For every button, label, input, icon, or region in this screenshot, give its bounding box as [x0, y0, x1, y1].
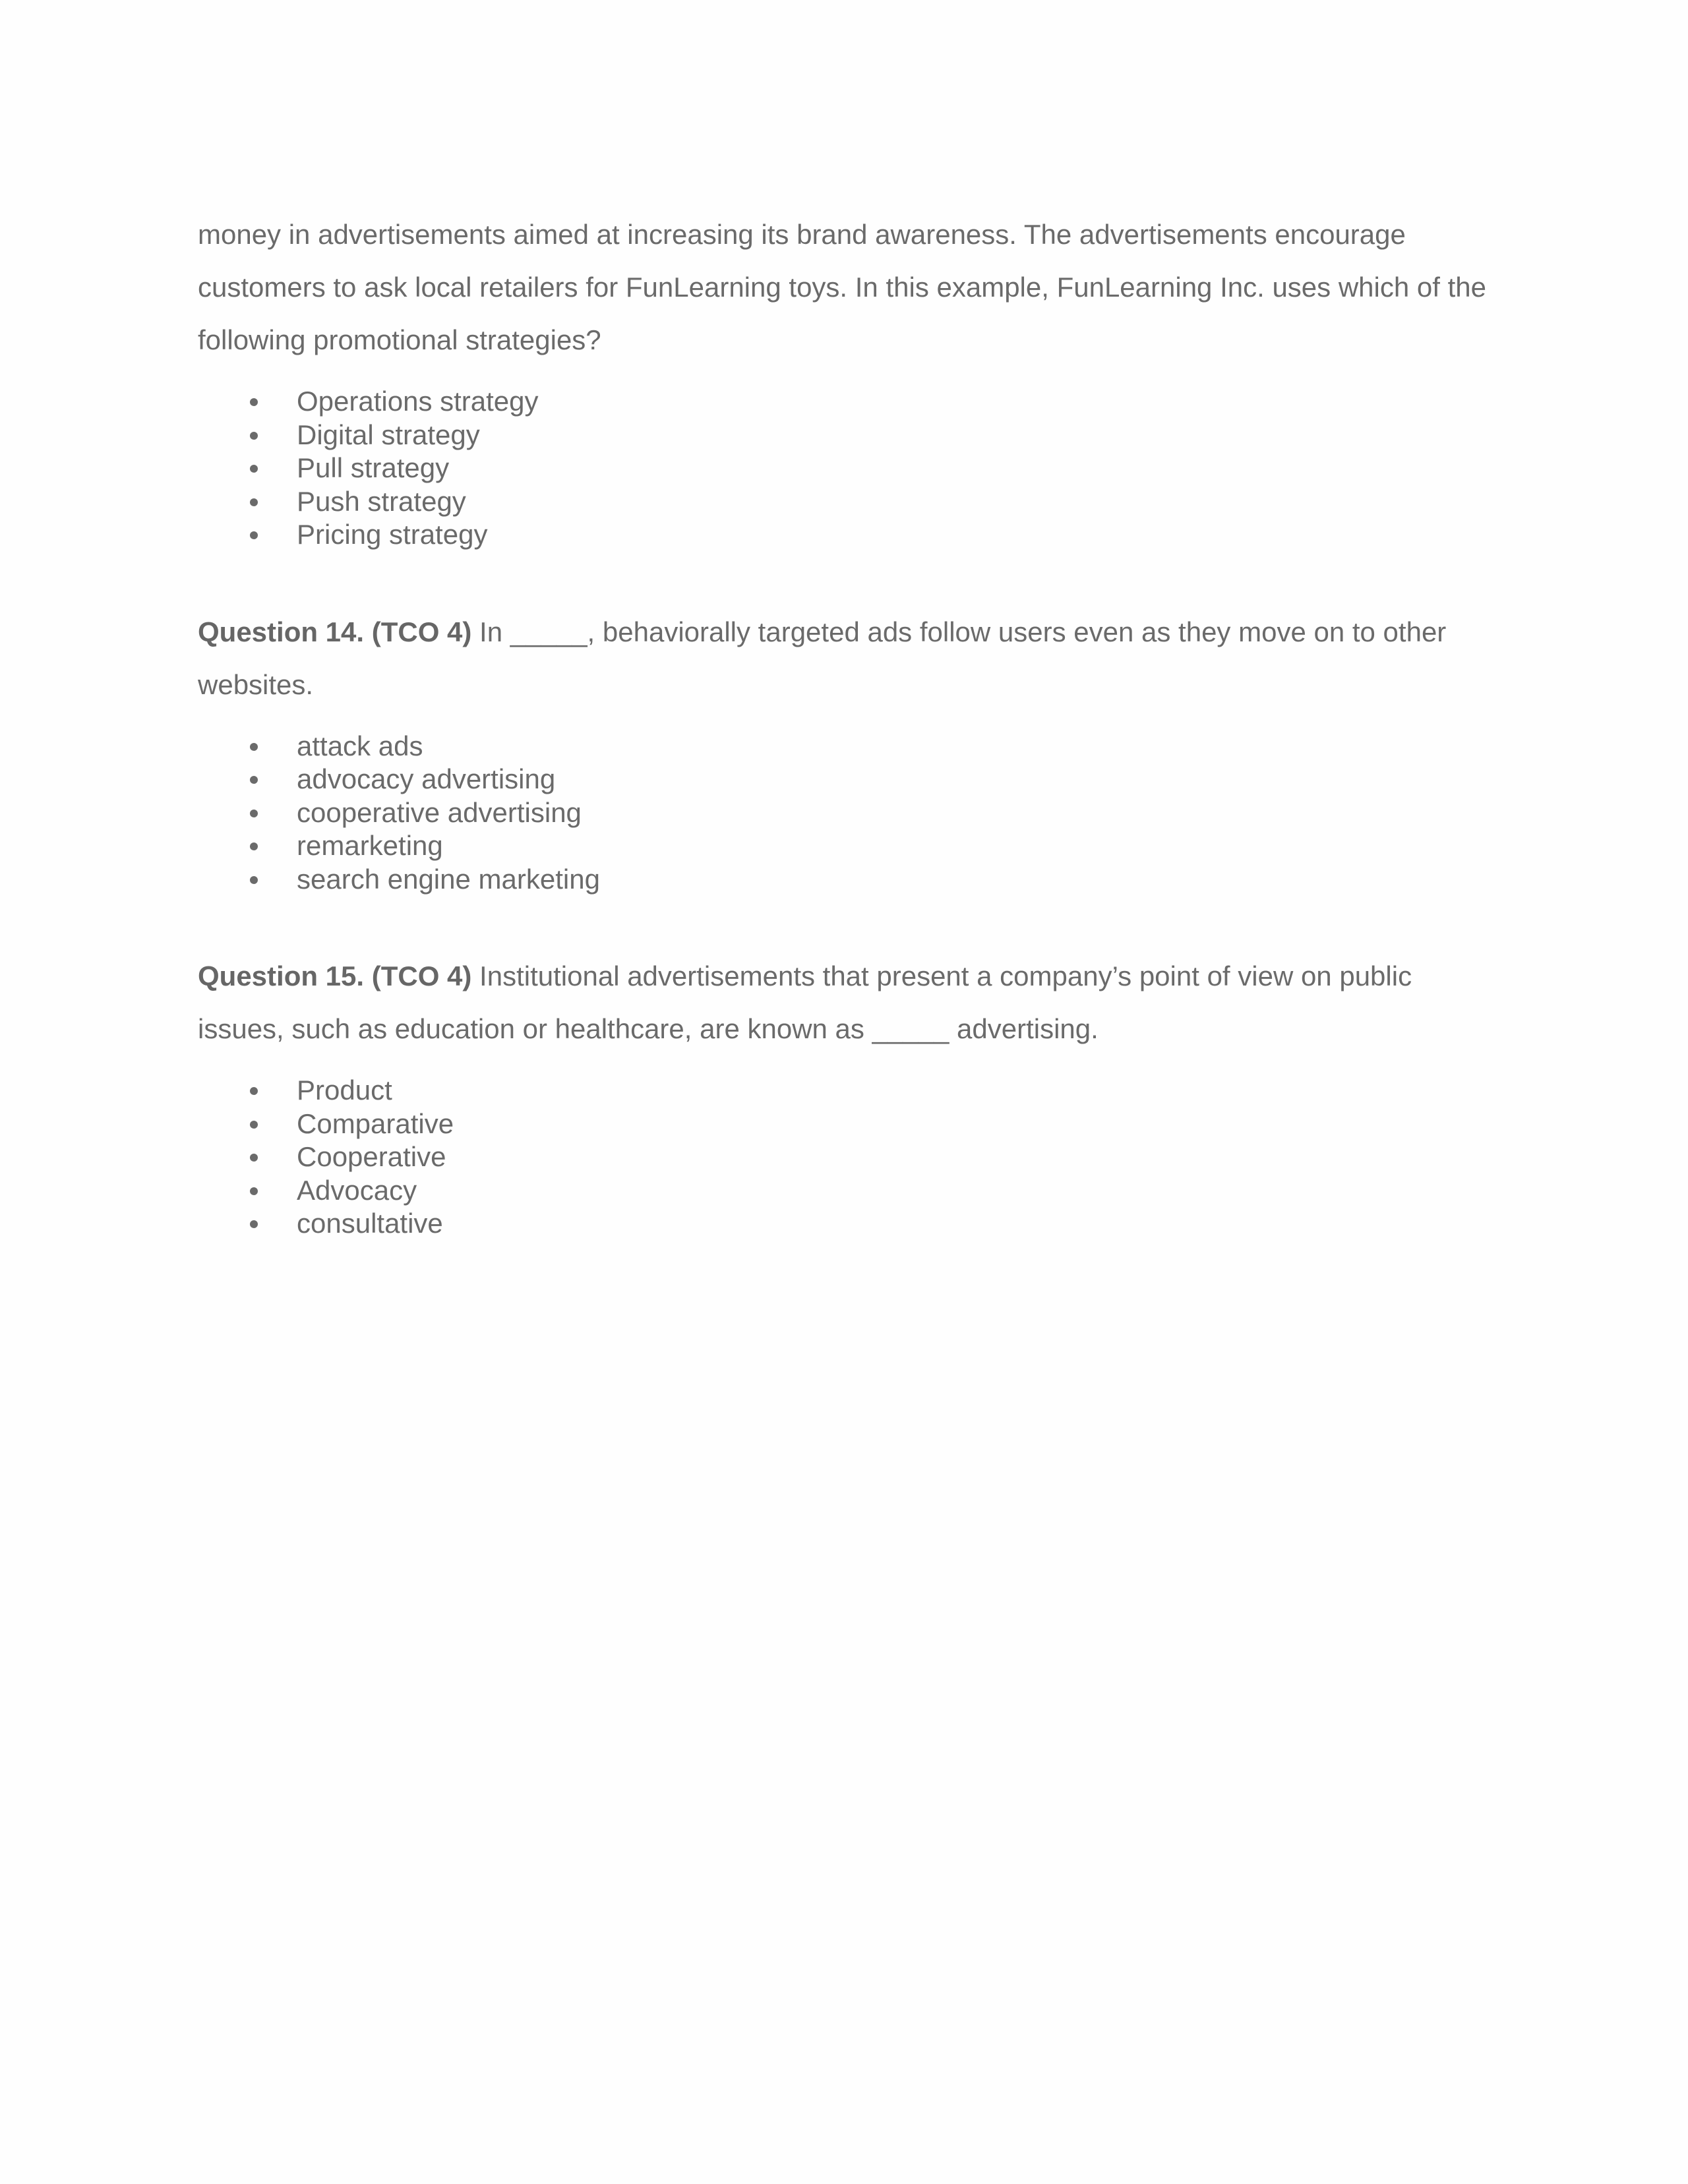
- option-item[interactable]: [198, 1174, 1490, 1208]
- bullet-icon: [250, 1121, 258, 1129]
- option-label: advocacy advertising: [297, 763, 556, 794]
- question-14-block: [198, 606, 1490, 897]
- document-content: [198, 208, 1490, 1241]
- question-15-options: [198, 1074, 1490, 1241]
- bullet-icon: [250, 876, 258, 884]
- bullet-icon: [250, 432, 258, 440]
- bullet-icon: [250, 498, 258, 506]
- bullet-icon: [250, 1220, 258, 1228]
- option-item[interactable]: [198, 385, 1490, 419]
- bullet-icon: [250, 1187, 258, 1195]
- option-label: Pull strategy: [297, 452, 450, 483]
- question-13-line: following promotional strategies?: [198, 324, 601, 355]
- option-label: cooperative advertising: [297, 796, 582, 828]
- option-item[interactable]: [198, 452, 1490, 485]
- question-13-block: [198, 208, 1490, 552]
- bullet-icon: [250, 743, 258, 751]
- question-14-label: Question 14. (TCO 4): [198, 616, 472, 647]
- option-item[interactable]: [198, 730, 1490, 763]
- option-item[interactable]: [198, 1207, 1490, 1241]
- option-item[interactable]: [198, 419, 1490, 452]
- question-13-options: [198, 385, 1490, 552]
- bullet-icon: [250, 1154, 258, 1162]
- bullet-icon: [250, 1087, 258, 1095]
- bullet-icon: [250, 810, 258, 817]
- question-13-text: [198, 208, 1490, 367]
- question-15-line: Institutional advertisements that present a company’s point of view on public: [471, 960, 1412, 991]
- option-item[interactable]: [198, 763, 1490, 796]
- option-label: remarketing: [297, 830, 443, 861]
- bullet-icon: [250, 776, 258, 784]
- option-item[interactable]: [198, 485, 1490, 519]
- question-13-line: money in advertisements aimed at increasing its brand awareness. The advertisements encourage: [198, 219, 1406, 250]
- question-15-label: Question 15. (TCO 4): [198, 960, 472, 991]
- option-label: Cooperative: [297, 1141, 446, 1172]
- option-label: Digital strategy: [297, 419, 480, 450]
- bullet-icon: [250, 465, 258, 473]
- option-item[interactable]: [198, 1074, 1490, 1107]
- option-label: consultative: [297, 1208, 443, 1239]
- question-14-options: [198, 730, 1490, 897]
- option-label: search engine marketing: [297, 863, 600, 895]
- option-label: attack ads: [297, 730, 423, 761]
- option-item[interactable]: [198, 863, 1490, 897]
- option-item[interactable]: [198, 796, 1490, 830]
- question-14-line: websites.: [198, 668, 314, 700]
- bullet-icon: [250, 531, 258, 539]
- question-15-text: [198, 950, 1490, 1055]
- option-item[interactable]: [198, 1107, 1490, 1141]
- option-label: Pricing strategy: [297, 519, 488, 550]
- option-label: Operations strategy: [297, 386, 539, 417]
- question-13-line: customers to ask local retailers for FunLearning toys. In this example, FunLearning Inc. uses which of the: [198, 272, 1486, 303]
- option-item[interactable]: [198, 518, 1490, 552]
- bullet-icon: [250, 842, 258, 850]
- question-14-text: [198, 606, 1490, 711]
- option-label: Advocacy: [297, 1174, 417, 1206]
- bullet-icon: [250, 398, 258, 406]
- option-label: Product: [297, 1075, 392, 1106]
- option-item[interactable]: [198, 1140, 1490, 1174]
- option-label: Push strategy: [297, 485, 466, 517]
- question-14-line: In _____, behaviorally targeted ads follow users even as they move on to other: [471, 616, 1447, 647]
- option-item[interactable]: [198, 829, 1490, 863]
- option-label: Comparative: [297, 1107, 454, 1139]
- question-15-block: [198, 950, 1490, 1241]
- question-15-line: issues, such as education or healthcare, are known as _____ advertising.: [198, 1013, 1099, 1044]
